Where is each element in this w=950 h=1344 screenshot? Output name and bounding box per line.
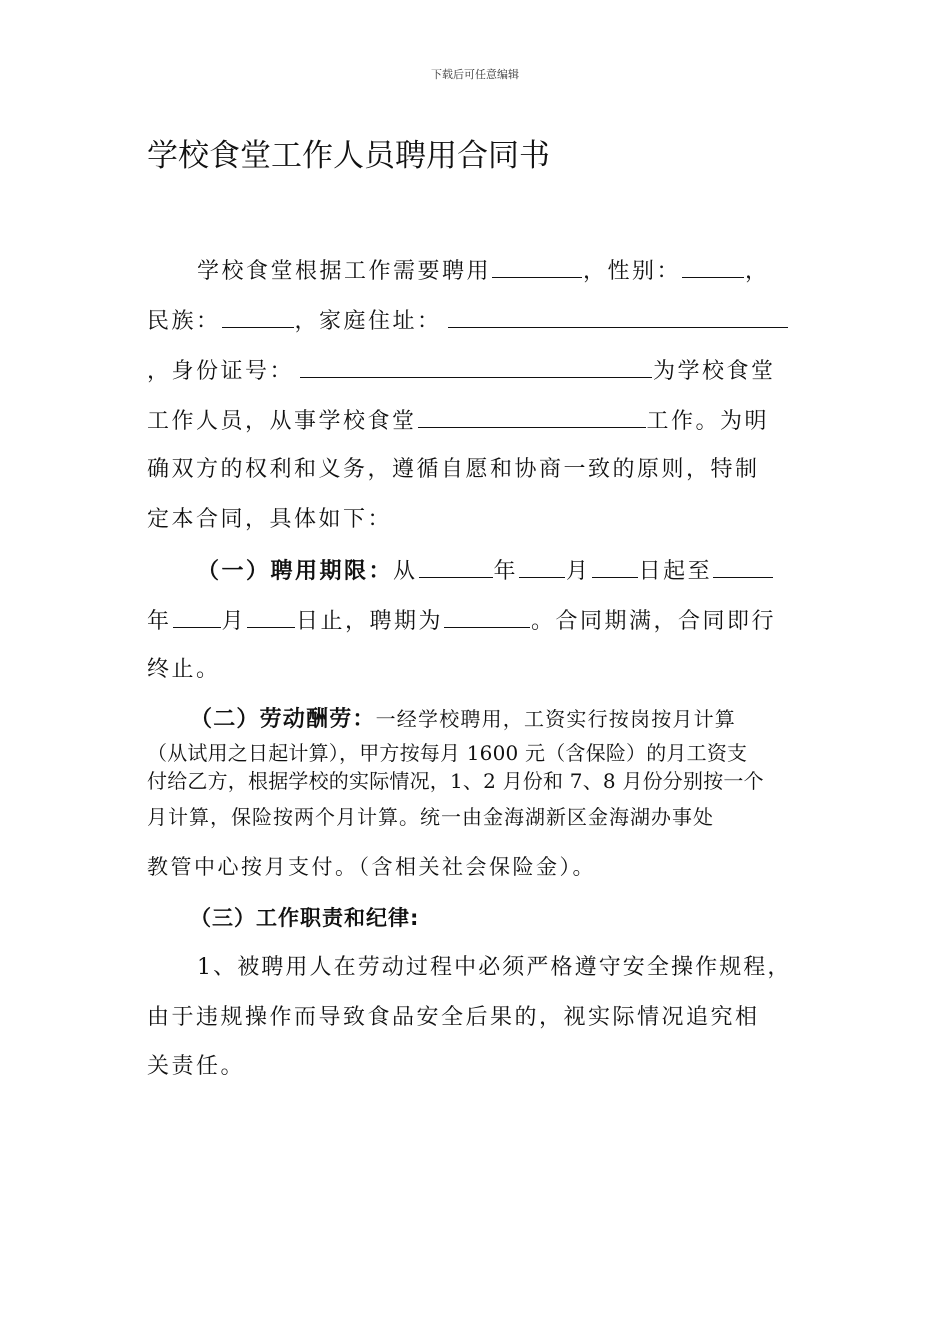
intro-line-6: 定本合同，具体如下： xyxy=(147,507,393,532)
ethnicity-blank xyxy=(222,305,294,328)
section2-line-4: 月计算，保险按两个月计算。统一由金海湖新区金海湖办事处 xyxy=(147,805,714,829)
intro-text: 民族： xyxy=(147,309,221,334)
intro-text: 为学校食堂 xyxy=(653,359,776,384)
intro-line-1 xyxy=(197,255,770,287)
section1-line-2 xyxy=(147,605,776,637)
section1-text: 。合同期满，合同即行 xyxy=(531,609,777,634)
intro-text: 工作人员，从事学校食堂 xyxy=(147,409,417,434)
id-number-blank xyxy=(300,355,652,378)
section1-text: 日起至 xyxy=(638,559,713,584)
end-month-blank xyxy=(173,605,221,628)
start-month-blank xyxy=(519,555,565,578)
section1-text: 从 xyxy=(393,559,418,584)
document-title: 学校食堂工作人员聘用合同书 xyxy=(147,138,550,174)
section2-line-2: （从试用之日起计算），甲方按每月 1600 元（含保险）的月工资支 xyxy=(147,741,748,765)
section3-heading: （三）工作职责和纪律: xyxy=(190,906,420,930)
intro-text: ，身份证号： xyxy=(147,359,295,384)
section1-text: 年 xyxy=(493,559,519,584)
section2-text: 一经学校聘用，工资实行按岗按月计算 xyxy=(375,707,737,731)
section3-line-3: 关责任。 xyxy=(147,1054,246,1079)
header-note: 下载后可任意编辑 xyxy=(431,68,519,81)
intro-text: 工作。为明 xyxy=(646,409,770,434)
intro-text: ，性别： xyxy=(583,259,682,284)
intro-line-5: 确双方的权利和义务，遵循自愿和协商一致的原则，特制 xyxy=(147,457,760,482)
section2-line-5: 教管中心按月支付。（含相关社会保险金）。 xyxy=(147,855,596,879)
intro-line-2 xyxy=(147,305,789,337)
intro-text: 学校食堂根据工作需要聘用 xyxy=(197,259,492,284)
intro-text: ， xyxy=(745,259,770,284)
address-blank xyxy=(448,305,788,328)
section1-text: 日止，聘期为 xyxy=(296,609,444,634)
intro-text: ，家庭住址： xyxy=(294,309,442,334)
term-blank xyxy=(444,605,530,628)
job-blank xyxy=(418,405,646,428)
section3-line-1: 1、被聘用人在劳动过程中必须严格遵守安全操作规程， xyxy=(197,955,792,980)
end-year-blank xyxy=(713,555,773,578)
section3-line-2: 由于违规操作而导致食品安全后果的，视实际情况追究相 xyxy=(147,1005,760,1030)
intro-line-4 xyxy=(147,405,769,437)
section1-text: 月 xyxy=(566,559,591,584)
start-day-blank xyxy=(592,555,638,578)
section1-line-3: 终止。 xyxy=(147,657,221,682)
end-day-blank xyxy=(247,605,295,628)
start-year-blank xyxy=(419,555,493,578)
section2-line-1 xyxy=(190,704,736,735)
section2-line-3: 付给乙方，根据学校的实际情况，1、2 月份和 7、8 月份分别按一个 xyxy=(147,769,764,793)
section1-line-1 xyxy=(197,555,774,587)
section2-heading: （二）劳动酬劳： xyxy=(190,707,376,732)
intro-line-3 xyxy=(147,355,776,387)
name-blank xyxy=(492,255,582,278)
section1-text: 月 xyxy=(221,609,247,634)
section1-heading: （一）聘用期限： xyxy=(197,559,394,584)
section1-text: 年 xyxy=(147,609,172,634)
gender-blank xyxy=(682,255,744,278)
